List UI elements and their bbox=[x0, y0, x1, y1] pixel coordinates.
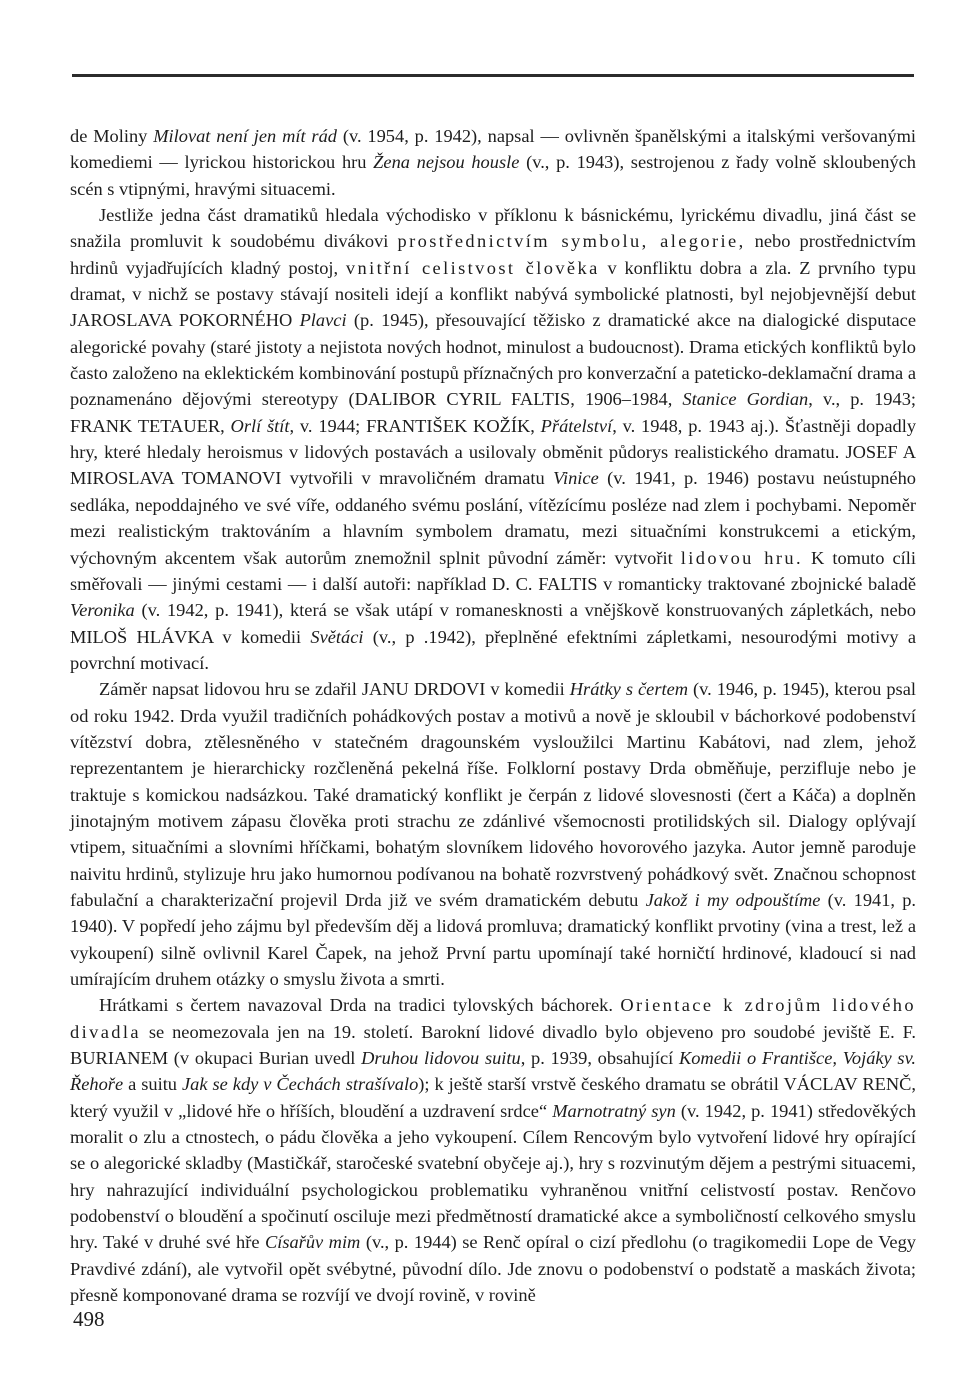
italic-title: Milovat není jen mít rád bbox=[153, 126, 337, 146]
italic-title: Vinice bbox=[553, 468, 599, 489]
text-run: (v. 1941, p. 1940). V popředí jeho zájmu byl především děj a lidová promluva; dramatický konflikt prvotiny (vina a trest, lež a vykoupení) silně ovlivnil Karel Čapek, na jehož První partu upomínají také horničtí hrdinové, kladoucí si nad umírajícím druhem otázky o smyslu života a smrti. bbox=[70, 889, 917, 989]
italic-title: Druhou lidovou suitu bbox=[361, 1048, 521, 1069]
italic-title: Orlí štít bbox=[230, 415, 290, 436]
text-run: (v. 1946, p. 1945), kterou psal od roku 1942. Drda využil tradičních pohádkových postav a motivů a nově je skloubil v báchorkové podobenství vítězství dobra, ztělesněného v statečném dragounském vysloužilci Martinu Kabátovi, nad zlem, jehož reprezentantem je hierarchicky rozčleněná pekelná říše. Folklorní postavy Drda obměňuje, perzifluje nebo je traktuje s komickou nadsázkou. Také dramatický konflikt je čerpán z lidové slovesnosti (čert a Káča) a doplněn jinotajným motivem zápasu člověka proti strachu ze zdánlivé všemocnosti protilidských sil. Dialogy oplývají vtipem, situačními a slovními hříčkami, bohatým slovníkem lidového hovorového jazyka. Autor jemně paroduje naivitu hrdinů, stylizuje hru jako humornou podívanou na bohatě rozvrstvený pohádkový svět. Značnou schopnost fabulační a charakterizační projevil Drda již ve svém dramatickém debutu bbox=[70, 679, 916, 910]
paragraph bbox=[70, 992, 916, 1308]
text-run: ); k ještě starší vrstvě českého dramatu se obrátil VÁCLAV RENČ, který využil v „lidové hře o hříších, bloudění a uzdravení srdce“ bbox=[70, 1074, 916, 1121]
top-rule bbox=[72, 74, 914, 77]
text-run: nebo prostřednictvím hrdinů vyjadřujících kladný postoj, bbox=[70, 231, 916, 278]
text-run: Hrátkami s čertem navazoval Drda na tradici tylovských báchorek. bbox=[99, 995, 621, 1016]
italic-title: Stanice Gordian bbox=[682, 389, 809, 410]
text-run: se neomezovala jen na 19. století. Barokní lidové divadlo bylo objeveno pro soudobé jeviště E. F. BURIANEM (v okupaci Burian uvedl bbox=[70, 1021, 916, 1069]
italic-title: Marnotratný syn bbox=[552, 1100, 676, 1121]
paragraph bbox=[70, 676, 916, 992]
italic-title: Světáci bbox=[310, 626, 364, 647]
italic-title: Jakož i my odpouštíme bbox=[645, 889, 821, 910]
italic-title: Žena nejsou housle bbox=[373, 152, 520, 173]
text-run: Jestliže jedna část dramatiků hledala východisko v příklonu k básnickému, lyrickému divadlu, jiná část se snažila promluvit k soudobému divákovi bbox=[70, 205, 916, 252]
text-run: Záměr napsat lidovou hru se zdařil JANU DRDOVI v komedii bbox=[99, 679, 570, 700]
text-run: (v. 1942, p. 1941), která se však utápí v romanesknosti a vnějškově konstruovaných zápletkách, nebo MILOŠ HLÁVKA v komedii bbox=[70, 600, 916, 647]
italic-title: Jak se kdy v Čechách strašívalo bbox=[181, 1074, 419, 1095]
text-run: , v. 1944; FRANTIŠEK KOŽÍK, bbox=[289, 415, 541, 436]
italic-title: Plavci bbox=[299, 310, 347, 331]
text-run: K tomuto cíli směřovali — jinými cestami — i další autoři: například D. C. FALTIS v romanticky traktované zbojnické baladě bbox=[70, 547, 916, 594]
italic-title: Přátelství bbox=[540, 415, 613, 436]
spaced-emphasis: Orientace k zdrojům lidového divadla bbox=[70, 995, 916, 1042]
paragraph bbox=[70, 202, 916, 676]
italic-title: Hrátky s čertem bbox=[569, 679, 689, 700]
spaced-emphasis: prostřednictvím symbolu, alegorie, bbox=[397, 231, 746, 252]
text-run: (p. 1945), přesouvající těžisko z dramatické akce na dialogické disputace alegorické povahy (staré jistoty a nejistota nových hodnot, minulost a budoucnost). Drama etických konfliktů bylo často založeno na eklektickém kombinování postupů příznačných pro konverzační a pateticko-deklamační drama a poznamenáno dějovými stereotypy (DALIBOR CYRIL FALTIS, 1906–1984, bbox=[70, 310, 916, 410]
text-run: (v., p. 1943), sestrojenou z řady volně skloubených scén s vtipnými, hravými situacemi. bbox=[70, 152, 917, 199]
text-run: v konfliktu dobra a zla. Z prvního typu dramat, v nichž se postavy stávají nositeli idejí a konflikt nabývá symbolické platnosti, byl nejobjevnější debut JAROSLAVA POKORNÉHO bbox=[70, 257, 916, 331]
text-run: (v. 1941, p. 1946) postavu neústupného sedláka, nepoddajného ve své víře, oddaného svému poslání, vítězícímu posléze nad zlem i pochybami. Nepoměr mezi realistickým traktováním a hlavním symbolem dramatu, mezi situačními konstrukcemi a etickým, výchovným akcentem však autorům znemožnil splnit původní záměr: vytvořit bbox=[70, 468, 916, 568]
text-run: a suitu bbox=[123, 1074, 182, 1095]
text-run: (v., p .1942), přeplněné efektními zápletkami, nesourodými motivy a povrchní motivací. bbox=[70, 626, 917, 673]
spaced-emphasis: lidovou hru. bbox=[680, 547, 803, 568]
text-run: (v. 1954, p. 1942), napsal — ovlivněn španělskými a italskými veršovanými komediemi — lyrickou historickou hru bbox=[70, 126, 916, 173]
text-run: , v., p. 1943; FRANK TETAUER, bbox=[70, 389, 917, 436]
text-run: (v., p. 1944) se Renč opíral o cizí předlohu (o tragikomedii Lope de Vegy Pravdivé zdání), ale vytvořil opět svébytné, původní dílo. Jde znovu o podobenství o podstatě a maskách života; přesně komponované drama se rozvíjí ve dvojí rovině, v rovině bbox=[70, 1232, 916, 1306]
spaced-emphasis: vnitřní celistvost člověka bbox=[345, 257, 600, 278]
paragraph bbox=[70, 123, 916, 202]
text-run: , p. 1939, obsahující bbox=[520, 1048, 679, 1069]
italic-title: Veronika bbox=[70, 600, 135, 621]
text-run: (v. 1942, p. 1941) středověkých moralit o zlu a ctnostech, o pádu člověka a jeho vykoupení. Cílem Rencovým bylo vytvoření lidové hry opírající se o alegorické skladby (Mastičkář, staročeské svatební obyčeje aj.), hry s rozvinutým dějem a pestrými situacemi, hry nahrazující individuální psychologickou problematiku vyhraněnou vnitřní celistvostí postav. Renčovo podobenství o bloudění a spočinutí osciluje mezi předmětností dramatické akce a symboličností celkového smyslu hry. Také v druhé své hře bbox=[70, 1100, 917, 1253]
text-run: de Moliny bbox=[70, 126, 154, 146]
italic-title: Komedii o Františce, Vojáky sv. Řehoře bbox=[70, 1048, 916, 1095]
italic-title: Císařův mim bbox=[264, 1232, 361, 1253]
body-text bbox=[70, 123, 916, 1308]
text-run: , v. 1948, p. 1943 aj.). Šťastněji dopadly hry, které hledaly heroismus v lidových postavách a usilovaly obměnit půdorys realistického dramatu. JOSEF A MIROSLAVA TOMANOVI vytvořili v mravoličném dramatu bbox=[70, 415, 917, 489]
page-number: 498 bbox=[73, 1307, 105, 1331]
